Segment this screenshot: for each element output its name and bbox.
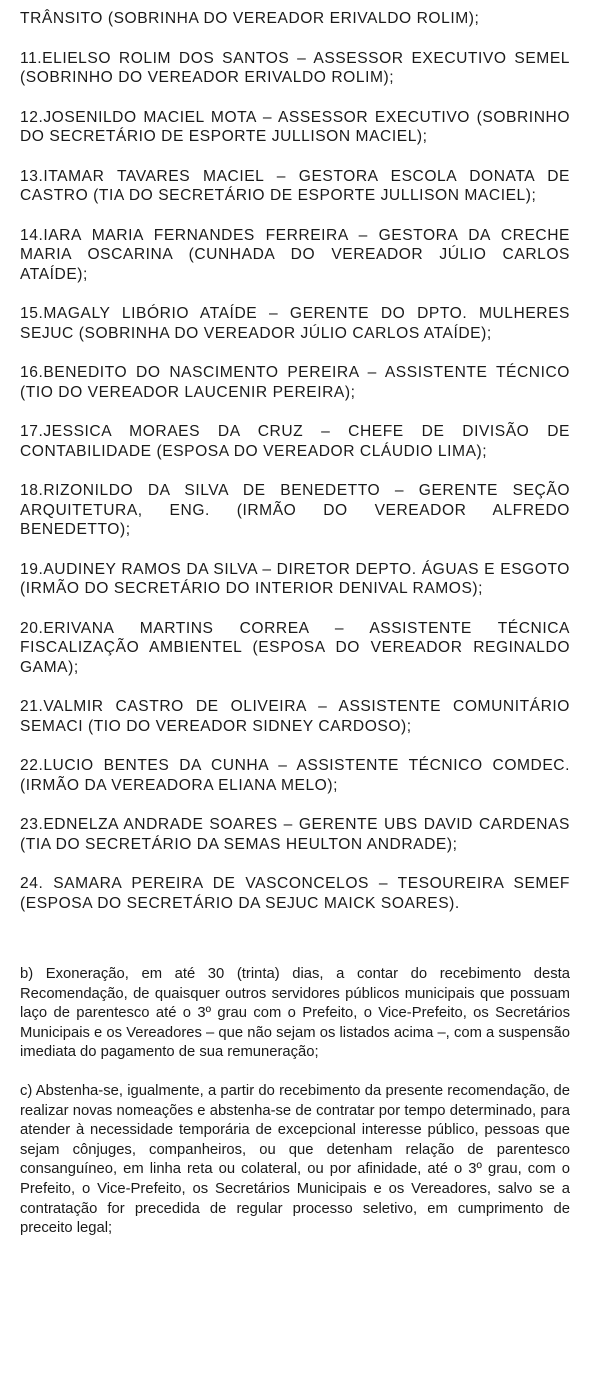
list-item: 12.JOSENILDO MACIEL MOTA – ASSESSOR EXECUTIVO (SOBRINHO DO SECRETÁRIO DE ESPORTE JULLISON MACIEL); [20, 108, 570, 145]
list-item: 16.BENEDITO DO NASCIMENTO PEREIRA – ASSISTENTE TÉCNICO (TIO DO VEREADOR LAUCENIR PEREIRA); [20, 364, 570, 401]
list-item: 15.MAGALY LIBÓRIO ATAÍDE – GERENTE DO DPTO. MULHERES SEJUC (SOBRINHA DO VEREADOR JÚLIO CARLOS ATAÍDE); [20, 305, 570, 342]
list-item: 17.JESSICA MORAES DA CRUZ – CHEFE DE DIVISÃO DE CONTABILIDADE (ESPOSA DO VEREADOR CLÁUDIO LIMA); [20, 423, 570, 460]
clause-c-paragraph: c) Abstenha-se, igualmente, a partir do recebimento da presente recomendação, de realizar novas nomeações e abstenha-se de contratar por tempo determinado, para atender à necessidade temporária de excepcional interesse público, pessoas que sejam cônjuges, companheiros, ou que detenham relação de parentesco consanguíneo, em linha reta ou colateral, ou por afinidade, até o 3º grau, com o Prefeito, o Vice-Prefeito, os Secretários Municipais e os Vereadores, salvo se a contratação for precedida de regular processo seletivo, em cumprimento de preceito legal; [20, 1082, 570, 1237]
clause-b-paragraph: b) Exoneração, em até 30 (trinta) dias, a contar do recebimento desta Recomendação, de quaisquer outros servidores públicos municipais que possuam laço de parentesco até o 3º grau com o Prefeito, o Vice-Prefeito, os Secretários Municipais e os Vereadores – que não sejam os listados acima –, com a suspensão imediata do pagamento de sua remuneração; [20, 966, 570, 1061]
recommendation-clauses [20, 965, 570, 1239]
list-item: 13.ITAMAR TAVARES MACIEL – GESTORA ESCOLA DONATA DE CASTRO (TIA DO SECRETÁRIO DE ESPORTE JULLISON MACIEL); [20, 167, 570, 204]
list-item: 21.VALMIR CASTRO DE OLIVEIRA – ASSISTENTE COMUNITÁRIO SEMACI (TIO DO VEREADOR SIDNEY CARDOSO); [20, 698, 570, 735]
list-item: 20.ERIVANA MARTINS CORREA – ASSISTENTE TÉCNICA FISCALIZAÇÃO AMBIENTEL (ESPOSA DO VEREADOR REGINALDO GAMA); [20, 619, 570, 676]
list-item: TRÂNSITO (SOBRINHA DO VEREADOR ERIVALDO ROLIM); [20, 10, 480, 27]
list-item: 14.IARA MARIA FERNANDES FERREIRA – GESTORA DA CRECHE MARIA OSCARINA (CUNHADA DO VEREADOR JÚLIO CARLOS ATAÍDE); [20, 226, 570, 283]
nominee-list [20, 0, 570, 913]
list-item: 19.AUDINEY RAMOS DA SILVA – DIRETOR DEPTO. ÁGUAS E ESGOTO (IRMÃO DO SECRETÁRIO DO INTERIOR DENIVAL RAMOS); [20, 560, 570, 597]
list-item: 18.RIZONILDO DA SILVA DE BENEDETTO – GERENTE SEÇÃO ARQUITETURA, ENG. (IRMÃO DO VEREADOR ALFREDO BENEDETTO); [20, 482, 570, 538]
list-item: 23.EDNELZA ANDRADE SOARES – GERENTE UBS DAVID CARDENAS (TIA DO SECRETÁRIO DA SEMAS HEULTON ANDRADE); [20, 816, 570, 853]
list-item: 11.ELIELSO ROLIM DOS SANTOS – ASSESSOR EXECUTIVO SEMEL (SOBRINHO DO VEREADOR ERIVALDO ROLIM); [20, 49, 570, 86]
list-item: 22.LUCIO BENTES DA CUNHA – ASSISTENTE TÉCNICO COMDEC. (IRMÃO DA VEREADORA ELIANA MELO); [20, 757, 570, 794]
list-item: 24. SAMARA PEREIRA DE VASCONCELOS – TESOUREIRA SEMEF (ESPOSA DO SECRETÁRIO DA SEJUC MAICK SOARES). [20, 875, 570, 912]
